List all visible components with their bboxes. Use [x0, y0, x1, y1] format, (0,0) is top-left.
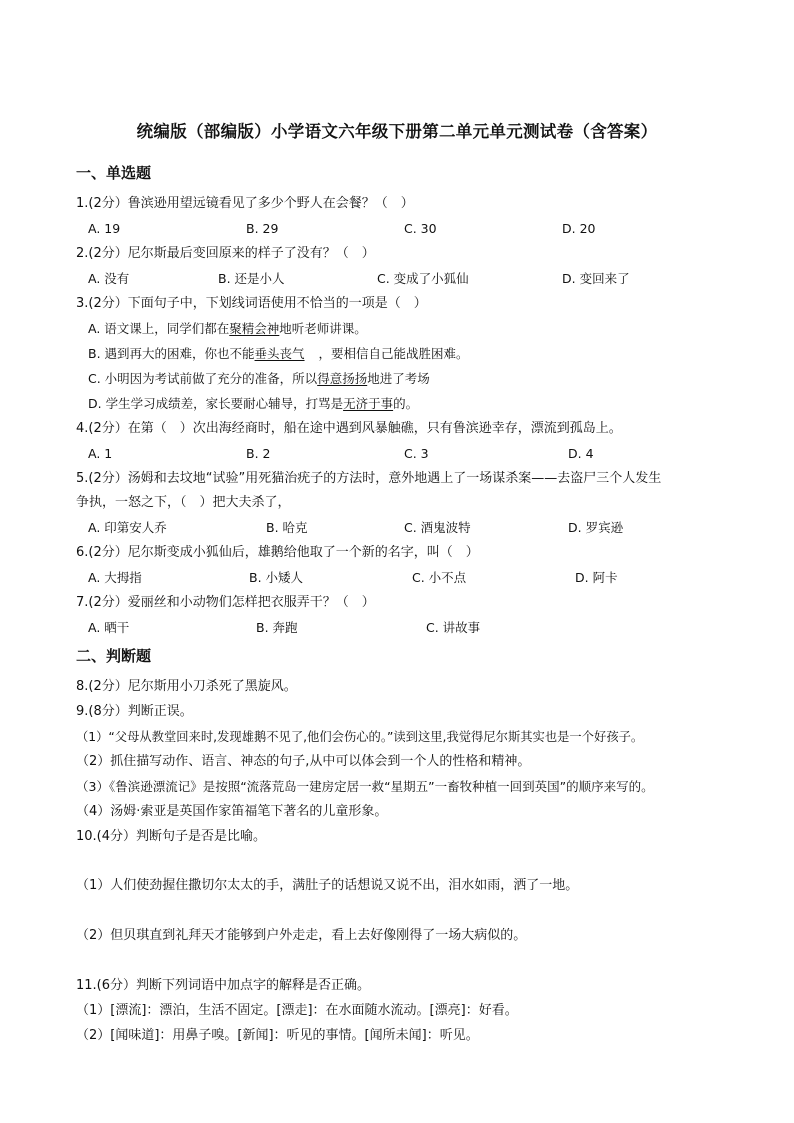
section-heading-true-false: 二、判断题	[76, 647, 152, 665]
question-4-option-d: D. 4	[568, 446, 594, 461]
question-6-option-b: B. 小矮人	[249, 570, 304, 585]
question-9-item-2: （2）抓住描写动作、语言、神态的句子,从中可以体会到一个人的性格和精神。	[76, 754, 531, 769]
question-10-stem: 10.(4分）判断句子是否是比喻。	[76, 829, 267, 844]
underlined-word: 得意扬扬	[317, 371, 368, 386]
question-4-option-c: C. 3	[404, 446, 429, 461]
question-5-option-b: B. 哈克	[266, 520, 308, 535]
question-9-item-1: （1）“父母从教堂回来时,发现雄鹅不见了,他们会伤心的。”读到这里,我觉得尼尔斯其实也是一个好孩子。	[76, 730, 644, 744]
question-7-stem: 7.(2分）爱丽丝和小动物们怎样把衣服弄干？（ ）	[76, 595, 375, 610]
question-2-stem: 2.(2分）尼尔斯最后变回原来的样子了没有？（ ）	[76, 246, 375, 261]
question-1-option-c: C. 30	[404, 221, 437, 236]
question-3-option-c: C. 小明因为考试前做了充分的准备，所以得意扬扬地进了考场	[88, 371, 430, 386]
question-3-option-b: B. 遇到再大的困难，你也不能垂头丧气 ，要相信自己能战胜困难。	[88, 346, 469, 361]
question-9-item-4: （4）汤姆·索亚是英国作家笛福笔下著名的儿童形象。	[76, 804, 388, 819]
question-8-stem: 8.(2分）尼尔斯用小刀杀死了黑旋风。	[76, 679, 297, 694]
question-2-option-c: C. 变成了小狐仙	[377, 271, 469, 286]
question-5-stem-line-1: 5.(2分）汤姆和去坟地“试验”用死猫治疣子的方法时，意外地遇上了一场谋杀案——去盗尸三个人发生	[76, 471, 662, 486]
question-6-option-a: A. 大拇指	[88, 570, 142, 585]
question-10-item-1: （1）人们使劲握住撒切尔太太的手，满肚子的话想说又说不出，泪水如雨，洒了一地。	[76, 878, 579, 893]
question-1-option-b: B. 29	[246, 221, 279, 236]
question-6-option-d: D. 阿卡	[575, 570, 618, 585]
page-title: 统编版（部编版）小学语文六年级下册第二单元单元测试卷（含答案）	[136, 122, 658, 141]
question-5-stem-line-2: 争执，一怒之下，（ ）把大夫杀了，	[76, 495, 291, 510]
underlined-word: 无济于事	[343, 396, 394, 411]
question-11-stem: 11.(6分）判断下列词语中加点字的解释是否正确。	[76, 978, 371, 993]
question-2-option-b: B. 还是小人	[218, 271, 285, 286]
question-4-option-b: B. 2	[246, 446, 271, 461]
question-4-option-a: A. 1	[88, 446, 113, 461]
question-4-stem: 4.(2分）在第（ ）次出海经商时，船在途中遇到风暴触礁，只有鲁滨逊幸存，漂流到孤岛上。	[76, 421, 622, 436]
underlined-word: 垂头丧气	[254, 346, 305, 361]
question-7-option-c: C. 讲故事	[426, 620, 481, 635]
question-5-option-d: D. 罗宾逊	[568, 520, 624, 535]
question-10-item-2: （2）但贝琪直到礼拜天才能够到户外走走，看上去好像刚得了一场大病似的。	[76, 928, 527, 943]
question-1-stem: 1.(2分）鲁滨逊用望远镜看见了多少个野人在会餐？（ ）	[76, 196, 414, 211]
question-9-item-3: （3）《鲁滨逊漂流记》是按照“流落荒岛一建房定居一救“星期五”一畜牧种植一回到英国”的顺序来写的。	[76, 779, 654, 794]
question-3-stem: 3.(2分）下面句子中，下划线词语使用不恰当的一项是（ ）	[76, 296, 427, 311]
section-heading-single-choice: 一、单选题	[76, 164, 152, 182]
question-6-option-c: C. 小不点	[412, 570, 467, 585]
question-11-item-1: （1）[漂流]：漂泊，生活不固定。[漂走]：在水面随水流动。[漂亮]：好看。	[76, 1003, 518, 1018]
question-2-option-d: D. 变回来了	[562, 271, 630, 286]
question-3-option-a: A. 语文课上，同学们都在聚精会神地听老师讲课。	[88, 321, 367, 336]
question-6-stem: 6.(2分）尼尔斯变成小狐仙后，雄鹅给他取了一个新的名字，叫（ ）	[76, 545, 479, 560]
question-3-option-d: D. 学生学习成绩差，家长要耐心辅导，打骂是无济于事的。	[88, 396, 419, 411]
question-1-option-d: D. 20	[562, 221, 596, 236]
question-2-option-a: A. 没有	[88, 271, 130, 286]
question-5-option-c: C. 酒鬼波特	[404, 520, 471, 535]
question-1-option-a: A. 19	[88, 221, 121, 236]
question-9-stem: 9.(8分）判断正误。	[76, 704, 193, 719]
question-5-option-a: A. 印第安人乔	[88, 520, 167, 535]
question-7-option-a: A. 晒干	[88, 620, 130, 635]
underlined-word: 聚精会神	[229, 321, 280, 336]
question-7-option-b: B. 奔跑	[256, 620, 298, 635]
question-11-item-2: （2）[闻味道]：用鼻子嗅。[新闻]：听见的事情。[闻所未闻]：听见。	[76, 1028, 479, 1043]
